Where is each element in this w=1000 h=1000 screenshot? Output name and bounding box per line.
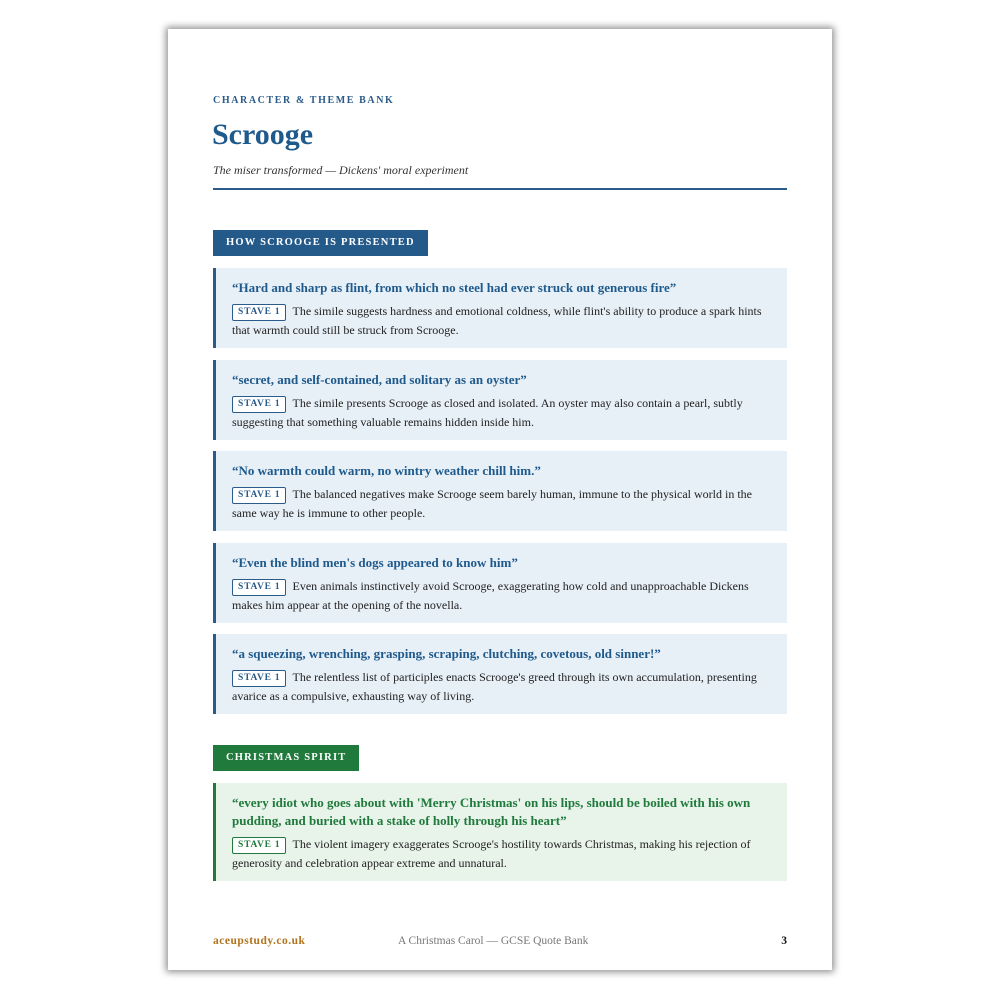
analysis-text: Even animals instinctively avoid Scrooge, exaggerating how cold and unapproachable Dickens makes him appear at the opening of the novella. <box>232 579 749 612</box>
quote-text: “every idiot who goes about with 'Merry Christmas' on his lips, should be boiled with his own pudding, and buried with a stake of holly through his heart” <box>232 795 751 828</box>
stave-badge: STAVE 1 <box>232 579 286 596</box>
quote-card <box>213 451 787 531</box>
footer-brand: aceupstudy.co.uk <box>213 935 306 947</box>
quote-card <box>213 360 787 440</box>
quote-analysis <box>232 668 773 706</box>
quote-text: “Hard and sharp as flint, from which no steel had ever struck out generous fire” <box>232 280 677 295</box>
quote-text: “No warmth could warm, no wintry weather chill him.” <box>232 463 541 478</box>
stave-badge: STAVE 1 <box>232 670 286 687</box>
stave-badge: STAVE 1 <box>232 837 286 854</box>
stave-badge: STAVE 1 <box>232 304 286 321</box>
quote-analysis <box>232 485 773 523</box>
page-number: 3 <box>781 935 787 947</box>
quote-text: “Even the blind men's dogs appeared to know him” <box>232 555 518 570</box>
analysis-text: The relentless list of participles enacts Scrooge's greed through its own accumulation, presenting avarice as a compulsive, exhausting way of living. <box>232 670 757 703</box>
quote-analysis <box>232 577 773 615</box>
quote-analysis <box>232 302 773 340</box>
stave-badge: STAVE 1 <box>232 396 286 413</box>
stave-badge: STAVE 1 <box>232 487 286 504</box>
quote-card <box>213 783 787 881</box>
page-title: Scrooge <box>212 118 314 151</box>
quote-text: “a squeezing, wrenching, grasping, scraping, clutching, covetous, old sinner!” <box>232 646 661 661</box>
page-subtitle: The miser transformed — Dickens' moral experiment <box>213 163 469 177</box>
footer-document-title: A Christmas Carol — GCSE Quote Bank <box>398 935 589 947</box>
quote-analysis <box>232 835 773 873</box>
quote-card <box>213 634 787 714</box>
page-eyebrow: CHARACTER & THEME BANK <box>213 95 395 106</box>
analysis-text: The simile presents Scrooge as closed and isolated. An oyster may also contain a pearl, subtly suggesting that something valuable remains hidden inside him. <box>232 396 743 429</box>
section-heading-presented: HOW SCROOGE IS PRESENTED <box>213 230 428 256</box>
quote-card <box>213 543 787 623</box>
analysis-text: The violent imagery exaggerates Scrooge's hostility towards Christmas, making his rejection of generosity and celebration appear extreme and unnatural. <box>232 837 751 870</box>
analysis-text: The simile suggests hardness and emotional coldness, while flint's ability to produce a spark hints that warmth could still be struck from Scrooge. <box>232 304 762 337</box>
quote-card <box>213 268 787 348</box>
quote-text: “secret, and self-contained, and solitary as an oyster” <box>232 372 527 387</box>
document-page <box>168 29 832 970</box>
title-divider <box>213 188 787 190</box>
analysis-text: The balanced negatives make Scrooge seem barely human, immune to the physical world in the same way he is immune to other people. <box>232 487 753 520</box>
section-heading-christmas-spirit: CHRISTMAS SPIRIT <box>213 745 359 771</box>
quote-analysis <box>232 394 773 432</box>
